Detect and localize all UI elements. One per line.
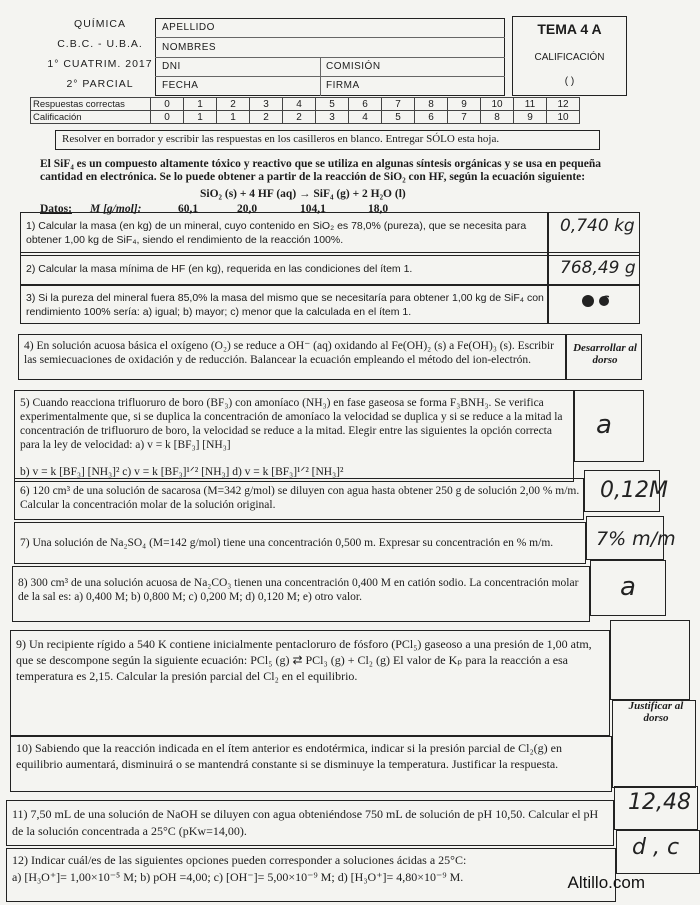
score-table bbox=[30, 97, 580, 124]
intro-text: El SiF₄ es un compuesto altamente tóxico y reactivo que se utiliza en algunas síntesis orgánicas y se usa en pequeña cantidad en electrónica. Se lo puede obtener a partir de la reacción de SiO₂ con HF, según la ecuación siguiente: bbox=[40, 158, 601, 183]
field-divider bbox=[155, 37, 505, 38]
intro-equation: SiO₂ (s) + 4 HF (aq) → SiF₄ (g) + 2 H₂O (l) bbox=[200, 188, 406, 200]
score-cell: 12 bbox=[547, 98, 580, 111]
question-text: 11) 7,50 mL de una solución de NaOH se diluyen con agua obteniéndose 750 mL de solución de pH 10,50. Calcular el pH de la solución concentrada a 25°C (pKw=14,00). bbox=[12, 807, 599, 838]
score-cell: 6 bbox=[415, 111, 448, 124]
answer-box[interactable] bbox=[610, 620, 690, 700]
comision-field[interactable]: COMISIÓN bbox=[326, 61, 381, 72]
field-divider bbox=[155, 76, 505, 77]
datos-value: 60,1 bbox=[178, 203, 199, 215]
calificacion-value[interactable]: ( ) bbox=[564, 76, 575, 87]
nombres-field[interactable]: NOMBRES bbox=[162, 42, 217, 53]
score-cell: 9 bbox=[448, 98, 481, 111]
develop-on-back-note: Desarrollar al dorso bbox=[573, 342, 637, 366]
score-cell: 2 bbox=[283, 111, 316, 124]
handwritten-answer: a bbox=[596, 410, 612, 440]
handwritten-answer: 768,49 g bbox=[560, 258, 636, 278]
handwritten-answer: 0,740 kg bbox=[560, 216, 635, 236]
score-cell: 10 bbox=[547, 111, 580, 124]
question-text: 3) Si la pureza del mineral fuera 85,0% la masa del mismo que se necesitaría para obtener 1,00 kg de SiF₄ con rendimiento 100% sería: a) igual; b) mayor; c) menor que la calculada en el ítem 1. bbox=[26, 292, 544, 318]
question-text: 8) 300 cm³ de una solución acuosa de Na₂CO₃ tienen una concentración 0,400 M en catión sodio. La concentración molar de la sal es: a) 0,400 M; b) 0,800 M; c) 0,200 M; d) 0,120 M; e) otro valor. bbox=[18, 577, 579, 603]
question-text: 7) Una solución de Na₂SO₄ (M=142 g/mol) tiene una concentración 0,500 m. Expresar su concentración en % m/m. bbox=[20, 537, 554, 549]
score-cell: 2 bbox=[217, 98, 250, 111]
question-options: a) [H₃O⁺]= 1,00×10⁻⁵ M; b) pOH =4,00; c) [OH⁻]= 5,00×10⁻⁹ M; d) [H₃O⁺]= 4,80×10⁻⁹ M. bbox=[12, 870, 464, 884]
score-cell: 1 bbox=[184, 98, 217, 111]
course-term: 1° CUATRIM. 2017 bbox=[47, 58, 153, 70]
score-cell: 9 bbox=[514, 111, 547, 124]
question-text: 12) Indicar cuál/es de las siguientes opciones pueden corresponder a soluciones ácidas a 25°C: bbox=[12, 853, 467, 867]
score-cell: 8 bbox=[415, 98, 448, 111]
score-cell: 6 bbox=[349, 98, 382, 111]
score-cell: 3 bbox=[316, 111, 349, 124]
handwritten-answer: 0,12M bbox=[600, 478, 668, 503]
score-cell: 0 bbox=[151, 98, 184, 111]
dni-field[interactable]: DNI bbox=[162, 61, 181, 72]
score-cell: 5 bbox=[316, 98, 349, 111]
datos-molar-mass-label: M [g/mol]: bbox=[90, 203, 142, 215]
score-row-label: Calificación bbox=[31, 111, 151, 124]
handwritten-answer: 12,48 bbox=[628, 790, 691, 815]
question-options: b) v = k [BF₃] [NH₃]² c) v = k [BF₃]¹ᐟ² [NH₃] d) v = k [BF₃]¹ᐟ² [NH₃]² bbox=[20, 466, 344, 478]
justify-on-back-note: Justificar al dorso bbox=[628, 700, 684, 724]
question-text: 5) Cuando reacciona trifluoruro de boro (BF₃) con amoníaco (NH₃) en fase gaseosa se forma F₃BNH₃. Se verifica experimentalmente que, si se duplica la concentración de amoníaco la velocidad se duplica y si se reduce a la mitad la concentración de trifluoruro de boro, la velocidad se reduce a la mitad. Elegir entre las siguientes la opción correcta para la ley de velocidad: a) v = k [BF₃] [NH₃] bbox=[20, 397, 563, 451]
question-text: 4) En solución acuosa básica el oxígeno (O₂) se reduce a OH⁻ (aq) oxidando al Fe(OH)₂ (s) a Fe(OH)₃ (s). Escribir las semiecuaciones de oxidación y de reducción. Balancear la ecuación empleando el método del ion-electrón. bbox=[24, 340, 554, 366]
question-text: 2) Calcular la masa mínima de HF (en kg), requerida en las condiciones del ítem 1. bbox=[26, 263, 413, 275]
datos-value: 104,1 bbox=[300, 203, 326, 215]
handwritten-answer: 7% m/m bbox=[596, 528, 676, 550]
datos-label: Datos: bbox=[40, 203, 72, 215]
score-cell: 0 bbox=[151, 111, 184, 124]
score-cell: 8 bbox=[481, 111, 514, 124]
score-cell: 1 bbox=[184, 111, 217, 124]
datos-value: 18,0 bbox=[368, 203, 389, 215]
handwritten-answer: a bbox=[620, 572, 636, 602]
apellido-field[interactable]: APELLIDO bbox=[162, 22, 215, 33]
field-divider bbox=[155, 57, 505, 58]
score-cell: 3 bbox=[250, 98, 283, 111]
question-text: 9) Un recipiente rígido a 540 K contiene inicialmente pentacloruro de fósforo (PCl₅) gaseoso a una presión de 1,00 atm, que se descompone según la siguiente ecuación: PCl₅ (g) ⇄ PCl₃ (g) + Cl₂ (g) El valor de Kₚ para la reacción a esa temperatura es 2,15. Calcular la presión parcial del Cl₂ en el equilibrio. bbox=[16, 637, 592, 683]
score-cell: 7 bbox=[382, 98, 415, 111]
tema-label: TEMA 4 A bbox=[537, 21, 602, 37]
course-exam: 2° PARCIAL bbox=[66, 78, 134, 90]
question-text: 1) Calcular la masa (en kg) de un mineral, cuyo contenido en SiO₂ es 78,0% (pureza), que se necesita para obtener 1,00 kg de SiF₄, siendo el rendimiento de la reacción 100%. bbox=[26, 220, 527, 246]
question-text: 6) 120 cm³ de una solución de sacarosa (M=342 g/mol) se diluyen con agua hasta obtener 250 g de solución 2,00 % m/m. Calcular la concentración molar de la solución original. bbox=[20, 485, 580, 511]
score-cell: 1 bbox=[217, 111, 250, 124]
course-org: C.B.C. - U.B.A. bbox=[57, 38, 143, 50]
score-row-correct bbox=[31, 98, 580, 111]
score-cell: 10 bbox=[481, 98, 514, 111]
course-header bbox=[40, 14, 160, 94]
score-row-label: Respuestas correctas bbox=[31, 98, 151, 111]
datos-value: 20,0 bbox=[237, 203, 258, 215]
handwritten-answer: d , c bbox=[632, 835, 680, 860]
score-cell: 4 bbox=[349, 111, 382, 124]
fecha-field[interactable]: FECHA bbox=[162, 80, 199, 91]
firma-field[interactable]: FIRMA bbox=[326, 80, 360, 91]
scribble-icon bbox=[578, 290, 618, 312]
site-watermark: Altillo.com bbox=[567, 873, 645, 892]
instructions-text: Resolver en borrador y escribir las respuestas en los casilleros en blanco. Entregar SÓLO esta hoja. bbox=[62, 133, 500, 145]
score-cell: 2 bbox=[250, 111, 283, 124]
field-divider bbox=[320, 57, 321, 96]
score-cell: 11 bbox=[514, 98, 547, 111]
calificacion-label: CALIFICACIÓN bbox=[534, 52, 605, 63]
course-subject: QUÍMICA bbox=[74, 18, 126, 30]
question-text: 10) Sabiendo que la reacción indicada en el ítem anterior es endotérmica, indicar si la presión parcial de Cl₂(g) en equilibrio aumentará, disminuirá o se mantendrá constante si se disminuye la temperatura. Justificar la respuesta. bbox=[16, 741, 562, 771]
score-cell: 5 bbox=[382, 111, 415, 124]
score-cell: 4 bbox=[283, 98, 316, 111]
score-row-grade bbox=[31, 111, 580, 124]
score-cell: 7 bbox=[448, 111, 481, 124]
